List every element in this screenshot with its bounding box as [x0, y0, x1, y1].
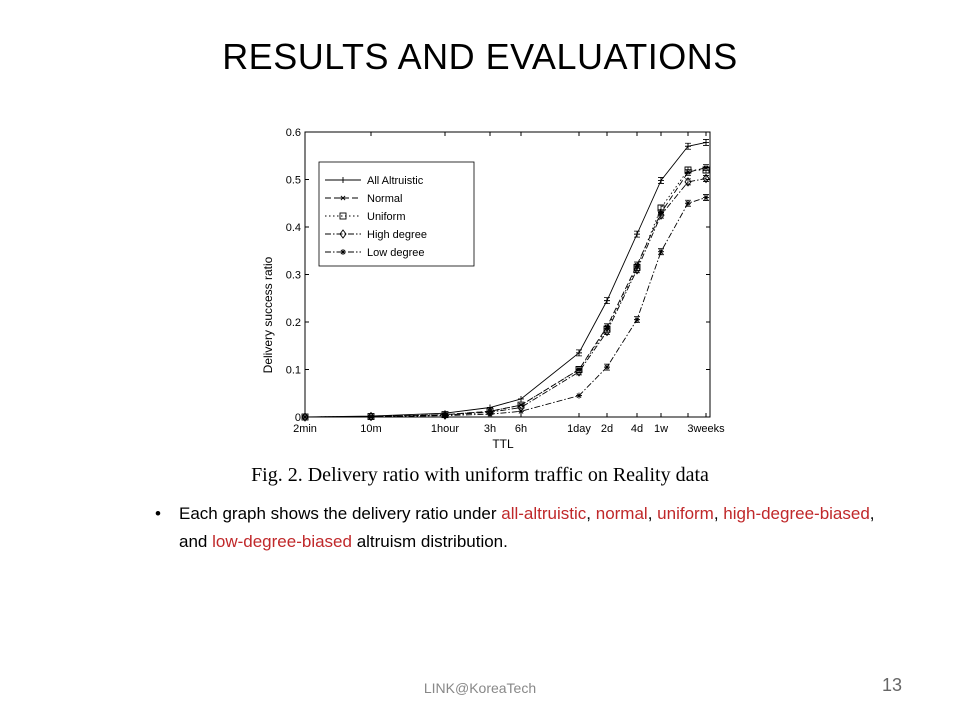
- bullet-text-1: Each graph shows the delivery ratio under: [179, 504, 502, 523]
- chart-svg: [255, 120, 745, 470]
- marker-low-degree: [604, 364, 610, 370]
- bullet-dot: •: [155, 504, 161, 523]
- x-tick-label: 1hour: [430, 423, 460, 435]
- marker-low-degree: [703, 195, 709, 201]
- bullet-text-5: , and: [179, 504, 875, 551]
- legend-label-normal: Normal: [367, 193, 403, 205]
- x-axis-label: TTL: [492, 437, 514, 451]
- bullet-text-3: ,: [647, 504, 658, 523]
- marker-all-altruistic: [703, 139, 709, 145]
- marker-all-altruistic: [634, 231, 640, 237]
- y-axis-label: Delivery success ratio: [261, 256, 275, 374]
- bullet-text-4: ,: [713, 504, 724, 523]
- y-tick-label: 0.2: [285, 317, 301, 329]
- marker-low-degree: [518, 408, 524, 414]
- x-tick-label: 2min: [293, 423, 317, 435]
- legend-label-all-altruistic: All Altruistic: [367, 175, 424, 187]
- marker-low-degree: [576, 393, 582, 399]
- delivery-ratio-chart: [255, 120, 745, 470]
- x-tick-label: 4d: [630, 423, 644, 435]
- marker-low-degree: [658, 249, 664, 255]
- marker-low-degree: [302, 414, 308, 420]
- x-tick-label: 3weeks: [687, 423, 725, 435]
- legend-label-high-degree: High degree: [367, 229, 427, 241]
- slide-title: RESULTS AND EVALUATIONS: [222, 36, 738, 77]
- y-tick-label: 0.3: [285, 269, 301, 282]
- highlight-high-degree-biased: high-degree-biased: [723, 504, 870, 523]
- highlight-low-degree-biased: low-degree-biased: [212, 532, 352, 551]
- legend-label-uniform: Uniform: [367, 211, 406, 223]
- highlight-all-altruistic: all-altruistic: [501, 504, 587, 523]
- y-tick-label: 0: [294, 412, 301, 424]
- marker-low-degree: [685, 200, 691, 206]
- footer-text: LINK@KoreaTech: [423, 680, 537, 696]
- marker-low-degree: [487, 411, 493, 417]
- y-tick-label: 0.5: [285, 174, 301, 187]
- y-tick-label: 0.4: [285, 222, 301, 234]
- x-tick-label: 2d: [600, 423, 614, 435]
- bullet-text-6: altruism distribution.: [351, 532, 508, 551]
- figure-caption: Fig. 2. Delivery ratio with uniform traffic on Reality data: [251, 464, 709, 486]
- page-number: 13: [881, 675, 902, 695]
- highlight-uniform: uniform: [657, 504, 714, 523]
- x-tick-label: 1w: [653, 423, 669, 435]
- bullet-text: [179, 500, 879, 556]
- marker-all-altruistic: [604, 298, 610, 304]
- x-tick-label: 10m: [360, 423, 382, 435]
- y-tick-label: 0.6: [285, 127, 301, 139]
- legend-label-low-degree: Low degree: [367, 247, 425, 259]
- bullet-text-2: ,: [586, 504, 596, 523]
- x-tick-label: 6h: [514, 423, 528, 435]
- marker-low-degree: [634, 317, 640, 323]
- x-tick-label: 3h: [483, 423, 497, 435]
- x-tick-label: 1day: [567, 423, 591, 435]
- highlight-normal: normal: [595, 504, 648, 523]
- y-tick-label: 0.1: [285, 364, 301, 377]
